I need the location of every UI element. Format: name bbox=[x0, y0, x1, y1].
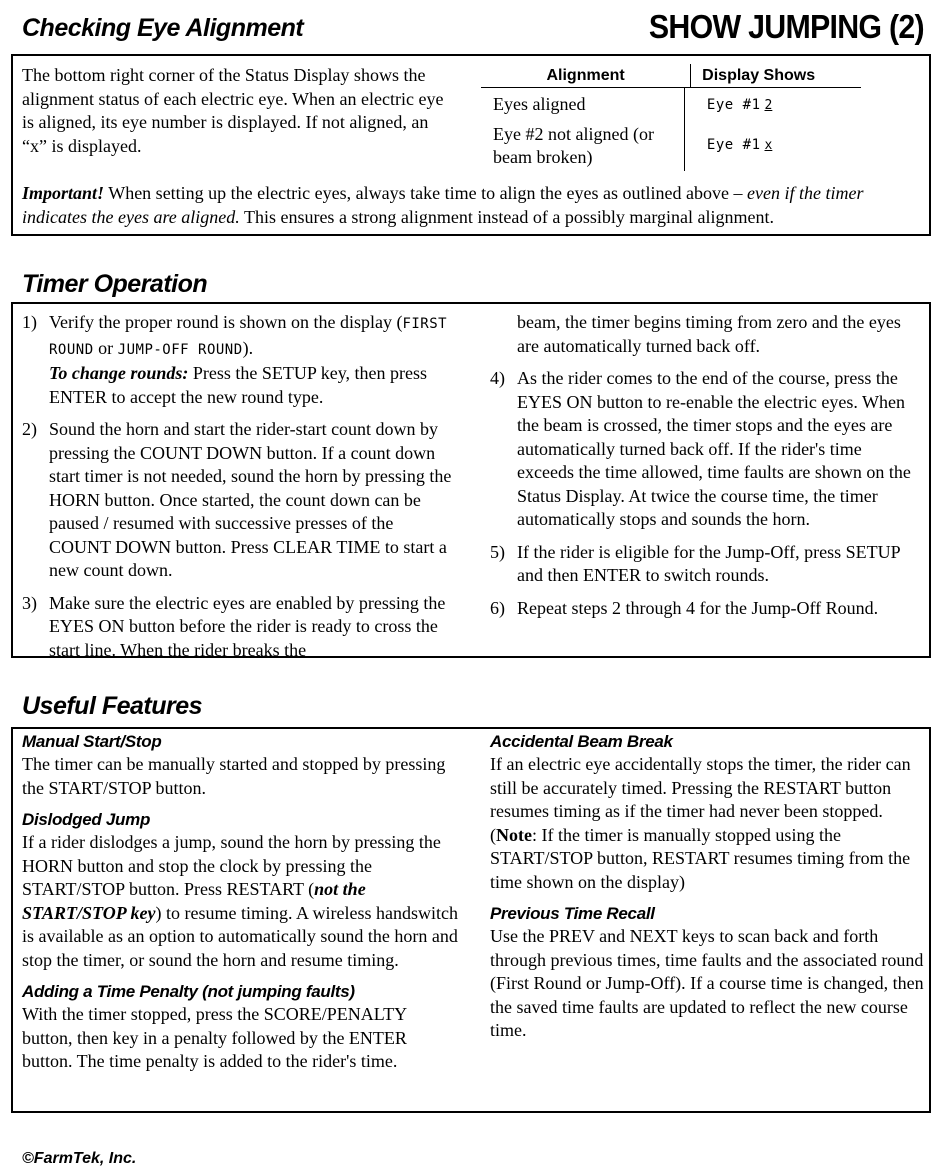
feature-accidental-beam-break: Accidental Beam Break If an electric eye accidentally stops the timer, the rider can still be accurately timed. Pressing the RESTART button resumes timing as if the timer had never been stopped. (Note: If the timer is manually stopped using the START/STOP button, RESTART resumes timing from the time shown on the display) bbox=[490, 731, 925, 894]
step-3: 3) Make sure the electric eyes are enabled by pressing the EYES ON button before the rider is ready to cross the start line. When the rider breaks the bbox=[22, 592, 446, 660]
alignment-table-header bbox=[481, 64, 861, 88]
feature-heading: Previous Time Recall bbox=[490, 904, 655, 923]
timer-steps-left bbox=[22, 311, 459, 671]
alignment-table-body bbox=[481, 88, 861, 171]
step-2: 2) Sound the horn and start the rider-start count down by pressing the COUNT DOWN button. If a count down start timer is not needed, sound the horn by pressing the HORN button. Once started, the count down can be paused / resumed with successive presses of the COUNT DOWN button. Press CLEAR TIME to start a new count down. bbox=[22, 419, 452, 580]
copyright: ©FarmTek, Inc. bbox=[22, 1150, 137, 1167]
step-5: 5) If the rider is eligible for the Jump-Off, press SETUP and then ENTER to switch rounds. bbox=[490, 541, 900, 585]
features-left-column bbox=[22, 731, 460, 1083]
feature-heading: Dislodged Jump bbox=[22, 810, 151, 829]
alignment-row-1: Eyes aligned bbox=[493, 94, 586, 114]
feature-manual-start-stop: Manual Start/Stop The timer can be manually started and stopped by pressing the START/STOP button. bbox=[22, 731, 460, 800]
step-3-continued: beam, the timer begins timing from zero and the eyes are automatically turned back off. bbox=[517, 312, 901, 356]
useful-features-box bbox=[11, 727, 931, 1113]
step-6: 6) Repeat steps 2 through 4 for the Jump-Off Round. bbox=[490, 597, 879, 618]
features-right-column bbox=[490, 731, 925, 1052]
alignment-row-2: Eye #2 not aligned (or beam broken) bbox=[493, 123, 654, 167]
timer-operation-box bbox=[11, 302, 931, 658]
display-row-1: Eye #1 2 bbox=[706, 97, 773, 113]
display-shows-header: Display Shows bbox=[690, 64, 861, 87]
feature-dislodged-jump: Dislodged Jump If a rider dislodges a jump, sound the horn by pressing the HORN button and stop the clock by pressing the START/STOP button. Press RESTART (not the START/STOP key) to resume timing. A wireless handswitch is available as an option to automatically sound the horn and stop the timer, or sound the horn and resume timing. bbox=[22, 809, 460, 972]
timer-steps-right bbox=[490, 311, 920, 629]
useful-features-title: Useful Features bbox=[22, 692, 203, 720]
feature-heading: Accidental Beam Break bbox=[490, 732, 673, 751]
display-row-2: Eye #1 x bbox=[706, 137, 773, 153]
page-title: SHOW JUMPING (2) bbox=[649, 8, 924, 45]
alignment-header: Alignment bbox=[546, 67, 625, 84]
feature-time-penalty: Adding a Time Penalty (not jumping faults) With the timer stopped, press the SCORE/PENALTY button, then key in a penalty followed by the ENTER button. The time penalty is added to the rider's time. bbox=[22, 981, 460, 1074]
important-note: Important! When setting up the electric eyes, always take time to align the eyes as outlined above – even if the timer indicates the eyes are aligned. This ensures a strong alignment instead of a possibly marginal alignment. bbox=[22, 183, 864, 227]
feature-previous-time-recall: Previous Time Recall Use the PREV and NEXT keys to scan back and forth through previous times, time faults and the associated round (First Round or Jump-Off). If a course time is changed, then the saved time faults are updated to reflect the new course time. bbox=[490, 904, 924, 1040]
feature-heading: Adding a Time Penalty (not jumping faults) bbox=[22, 982, 355, 1001]
alignment-table bbox=[481, 64, 861, 171]
step-1: 1) Verify the proper round is shown on the display (FIRST ROUND or JUMP-OFF ROUND). To change rounds: Press the SETUP key, then press ENTER to accept the new round type. bbox=[22, 312, 448, 407]
feature-heading: Manual Start/Stop bbox=[22, 732, 162, 751]
step-4: 4) As the rider comes to the end of the course, press the EYES ON button to re-enable the electric eyes. When the beam is crossed, the timer stops and the eyes are automatically turned back off. If the rider's time exceeds the time allowed, time faults are shown on the Status Display. At twice the course time, the timer automatically stops and sounds the horn. bbox=[490, 368, 911, 529]
eye-alignment-intro: The bottom right corner of the Status Display shows the alignment status of each electric eye. When an electric eye is aligned, its eye number is displayed. If not aligned, an “x” is displayed. bbox=[22, 65, 444, 156]
page-section-title: Checking Eye Alignment bbox=[22, 14, 304, 42]
eye-alignment-box bbox=[11, 54, 931, 236]
timer-operation-title: Timer Operation bbox=[22, 270, 208, 298]
